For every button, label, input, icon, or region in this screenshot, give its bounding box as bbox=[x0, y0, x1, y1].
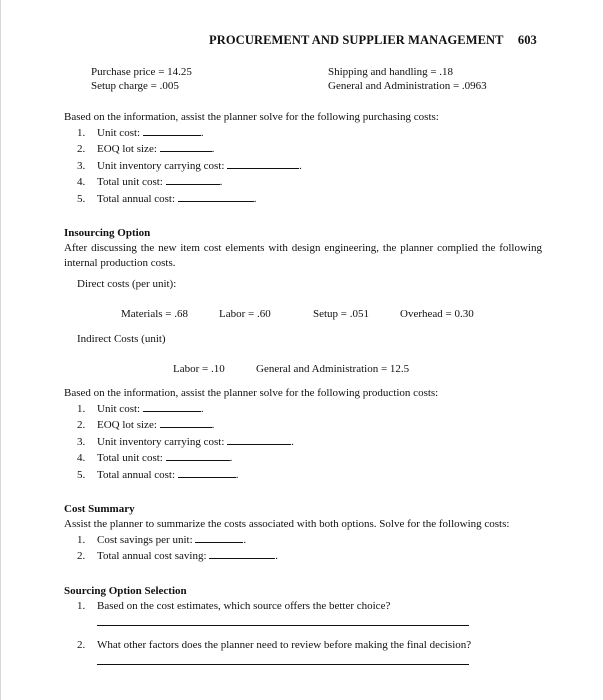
insourcing-heading: Insourcing Option bbox=[64, 227, 151, 239]
purchasing-question: 4. Total unit cost: . bbox=[77, 176, 223, 189]
purchasing-question: 1. Unit cost: . bbox=[77, 127, 204, 139]
selection-question: 2. What other factors does the planner need to review before making the final decision? bbox=[77, 639, 472, 651]
purchasing-question: 5. Total annual cost: . bbox=[77, 192, 257, 205]
answer-blank[interactable] bbox=[178, 192, 254, 202]
production-question: 5. Total annual cost: . bbox=[77, 468, 239, 481]
answer-blank[interactable] bbox=[166, 175, 220, 185]
purchasing-intro: Based on the information, assist the planner solve for the following purchasing costs: bbox=[64, 111, 439, 123]
production-question: 1. Unit cost: . bbox=[77, 403, 204, 415]
production-question: 2. EOQ lot size: . bbox=[77, 419, 215, 432]
answer-blank[interactable] bbox=[160, 418, 212, 428]
labor-cost: Labor = .60 bbox=[219, 308, 271, 320]
general-administration: General and Administration = .0963 bbox=[328, 80, 487, 92]
shipping-handling: Shipping and handling = .18 bbox=[328, 66, 454, 78]
production-question: 4. Total unit cost: . bbox=[77, 452, 233, 465]
header-title: PROCUREMENT AND SUPPLIER MANAGEMENT bbox=[209, 33, 504, 47]
page-header bbox=[1, 33, 603, 48]
answer-blank[interactable] bbox=[166, 451, 230, 461]
answer-blank[interactable] bbox=[143, 126, 201, 136]
summary-question-list bbox=[77, 532, 278, 565]
answer-blank[interactable] bbox=[227, 435, 291, 445]
summary-question: 2. Total annual cost saving: . bbox=[77, 550, 279, 563]
summary-question: 1. Cost savings per unit: . bbox=[77, 534, 247, 546]
selection-question: 1. Based on the cost estimates, which source offers the better choice? bbox=[77, 600, 391, 612]
setup-charge: Setup charge = .005 bbox=[91, 80, 179, 92]
indirect-ga-cost: General and Administration = 12.5 bbox=[256, 363, 410, 375]
insourcing-intro: After discussing the new item cost elements with design engineering, the planner complied the following internal production costs. bbox=[64, 242, 542, 269]
answer-line[interactable] bbox=[97, 664, 469, 665]
answer-blank[interactable] bbox=[143, 402, 201, 412]
purchasing-question: 2. EOQ lot size: . bbox=[77, 143, 215, 156]
indirect-labor-cost: Labor = .10 bbox=[173, 363, 225, 375]
production-question-list bbox=[77, 401, 294, 483]
answer-line[interactable] bbox=[97, 625, 469, 626]
answer-blank[interactable] bbox=[160, 142, 212, 152]
production-intro: Based on the information, assist the planner solve for the following production costs: bbox=[64, 387, 439, 399]
answer-blank[interactable] bbox=[227, 159, 299, 169]
overhead-cost: Overhead = 0.30 bbox=[400, 308, 474, 320]
answer-blank[interactable] bbox=[209, 549, 275, 559]
direct-costs-label: Direct costs (per unit): bbox=[77, 278, 177, 290]
purchase-price: Purchase price = 14.25 bbox=[91, 66, 192, 78]
setup-cost: Setup = .051 bbox=[313, 308, 370, 320]
production-question: 3. Unit inventory carrying cost: . bbox=[77, 435, 294, 448]
answer-blank[interactable] bbox=[195, 533, 243, 543]
page-number: 603 bbox=[517, 33, 537, 47]
cost-summary-heading: Cost Summary bbox=[64, 503, 135, 515]
answer-blank[interactable] bbox=[178, 468, 236, 478]
materials-cost: Materials = .68 bbox=[121, 308, 188, 320]
cost-summary-intro: Assist the planner to summarize the costs associated with both options. Solve for the following costs: bbox=[64, 518, 510, 530]
purchasing-question-list bbox=[77, 125, 302, 207]
purchasing-question: 3. Unit inventory carrying cost: . bbox=[77, 159, 302, 172]
indirect-costs-label: Indirect Costs (unit) bbox=[77, 333, 166, 345]
sourcing-selection-heading: Sourcing Option Selection bbox=[64, 585, 187, 597]
